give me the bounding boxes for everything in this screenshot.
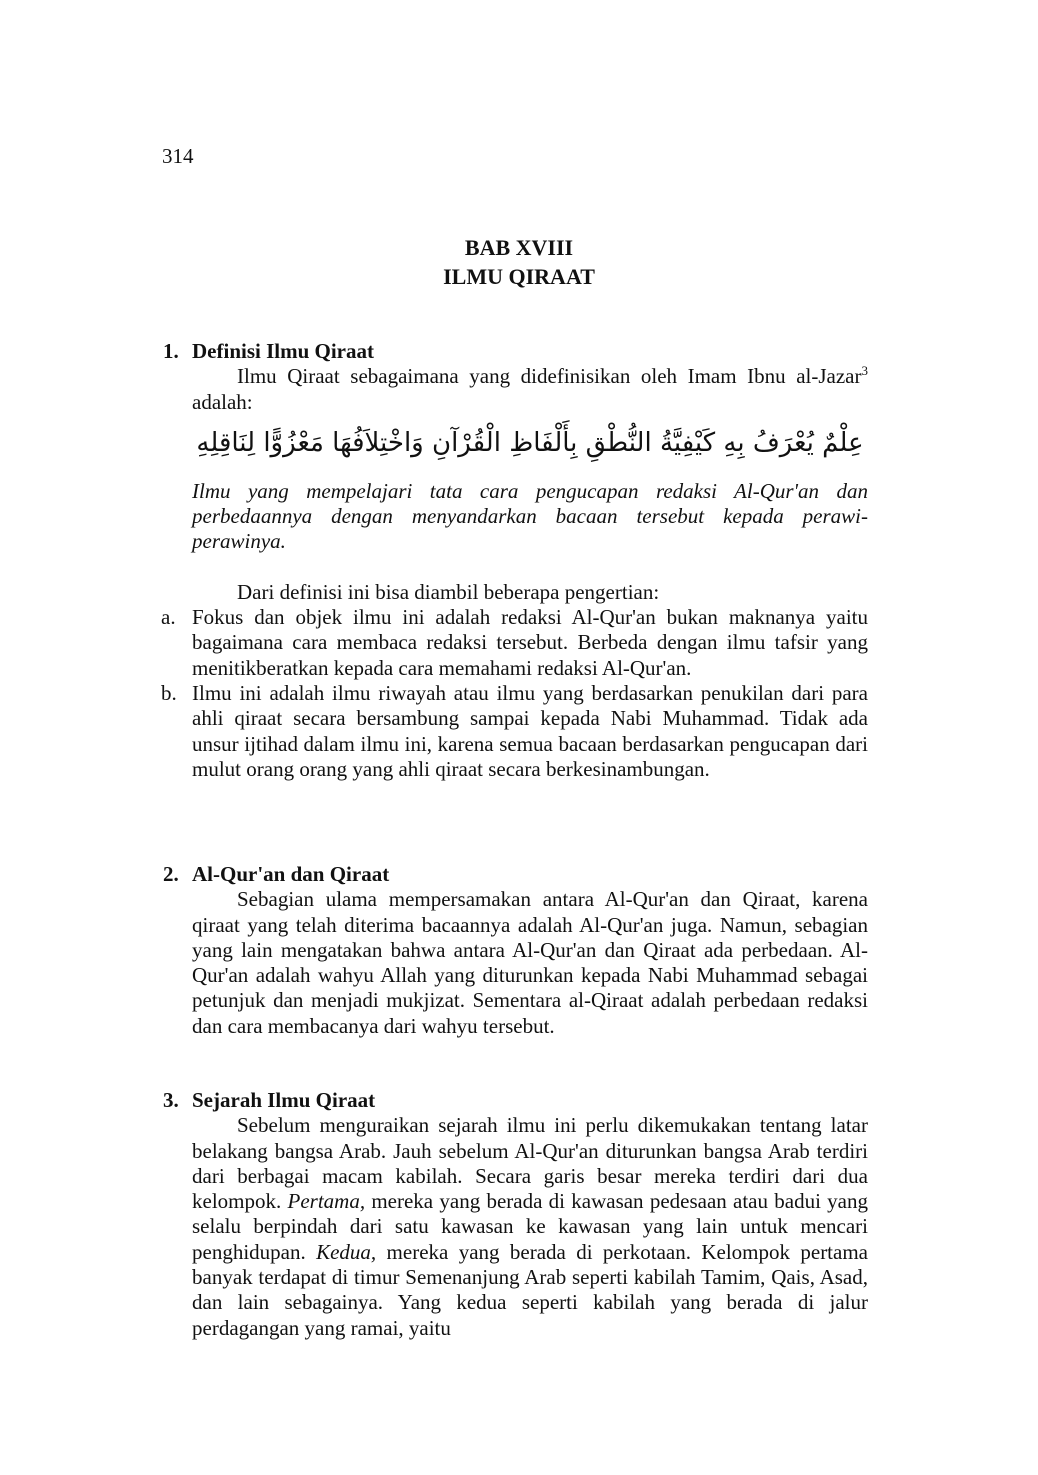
- section-heading: [163, 1088, 868, 1113]
- list-item-text: Ilmu ini adalah ilmu riwayah atau ilmu yang berdasarkan penukilan dari para ahli qiraat secara bersambung sampai kepada Nabi Muhammad. Tidak ada unsur ijtihad dalam ilmu ini, karena semua bacaan berdasarkan pengucapan dari mulut orang orang yang ahli qiraat secara berkesinambungan.: [192, 680, 868, 781]
- section-heading: [163, 862, 868, 887]
- paragraph-text: Sebelum menguraikan sejarah ilmu ini perlu dikemukakan tentang latar belakang bangsa Arab. Jauh sebelum Al-Qur'an diturunkan bangsa Arab terdiri dari berbagai macam kabilah. Secara garis besar mereka terdiri dari dua kelompok.: [192, 1113, 868, 1214]
- chapter-title: ILMU QIRAAT: [443, 264, 595, 289]
- section-number: 1.: [163, 339, 179, 363]
- section-definisi: [161, 339, 868, 782]
- emphasis-kedua: Kedua,: [316, 1239, 377, 1264]
- section-number: 2.: [163, 862, 179, 886]
- section-title: Al-Qur'an dan Qiraat: [192, 862, 390, 886]
- section-number: 3.: [163, 1088, 179, 1112]
- paragraph-text: mereka yang berada di perkotaan. Kelompok pertama banyak terdapat di timur Semenanjung Arab seperti kabilah Tamim, Qais, Asad, dan lain sebagainya. Yang kedua seperti kabilah yang berada di jalur perdagangan yang ramai, yaitu: [192, 1239, 868, 1340]
- intro-text-end: adalah:: [192, 389, 253, 414]
- definition-translation: Ilmu yang mempelajari tata cara pengucapan redaksi Al-Qur'an dan perbedaannya dengan menyandarkan bacaan tersebut kepada perawi-perawinya.: [192, 478, 868, 554]
- list-marker: a.: [161, 605, 176, 630]
- list-item-text: Fokus dan objek ilmu ini adalah redaksi Al-Qur'an bukan maknanya yaitu bagaimana cara membaca redaksi tersebut. Berbeda dengan ilmu tafsir yang menitikberatkan kepada cara memahami redaksi Al-Qur'an.: [192, 605, 868, 680]
- arabic-definition: عِلْمٌ يُعْرَفُ بِهِ كَيْفِيَّةُ النُّطْقِ بِأَلْفَاظِ الْقُرْآنِ وَاخْتِلاَفُهَا مَعْزُوًّا لِنَاقِلِهِ: [196, 427, 864, 458]
- emphasis-pertama: Pertama,: [287, 1189, 366, 1214]
- section-title: Definisi Ilmu Qiraat: [192, 339, 374, 363]
- list-item: [161, 681, 868, 782]
- section-quran-qiraat: [163, 862, 868, 1039]
- page-number: 314: [162, 144, 194, 168]
- section-heading: [163, 339, 868, 364]
- paragraph-text: mereka yang berada di kawasan pedesaan atau badui yang selalu berpindah dari satu kawasan ke kawasan yang lain untuk mencari penghidupan.: [192, 1189, 868, 1264]
- definition-intro: [192, 364, 868, 415]
- paragraph: Sebagian ulama mempersamakan antara Al-Qur'an dan Qiraat, karena qiraat yang telah diterima bacaannya adalah Al-Qur'an juga. Namun, sebagian yang lain mengatakan bahwa antara Al-Qur'an dan Qiraat ada perbedaan. Al-Qur'an adalah wahyu Allah yang diturunkan kepada Nabi Muhammad sebagai petunjuk dan menjadi mukjizat. Sementara al-Qiraat adalah perbedaan redaksi dan cara membacanya dari wahyu tersebut.: [192, 887, 868, 1038]
- footnote-mark: 3: [861, 363, 868, 379]
- intro-text: Ilmu Qiraat sebagaimana yang didefinisikan oleh Imam Ibnu al-Jazar: [237, 364, 862, 389]
- definition-lead: Dari definisi ini bisa diambil beberapa pengertian:: [237, 579, 660, 604]
- paragraph: [192, 1113, 868, 1341]
- list-item: [161, 605, 868, 681]
- list-marker: b.: [161, 680, 177, 705]
- chapter-heading: [0, 233, 1038, 291]
- section-sejarah: [163, 1088, 868, 1341]
- chapter-label: BAB XVIII: [464, 235, 574, 260]
- section-title: Sejarah Ilmu Qiraat: [192, 1088, 376, 1112]
- definition-points: [161, 605, 868, 782]
